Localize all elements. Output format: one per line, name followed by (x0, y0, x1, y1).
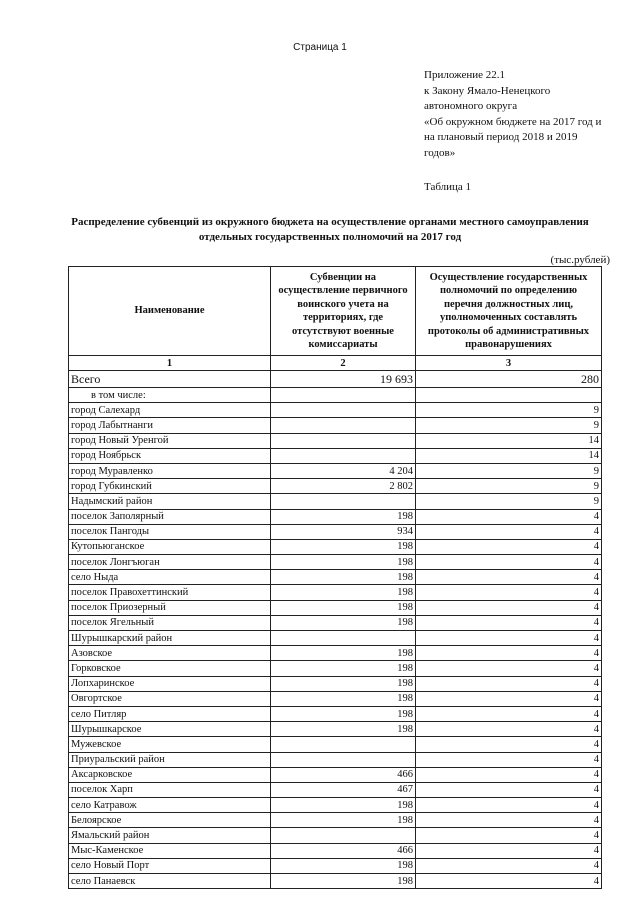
table-row (69, 843, 602, 858)
empty-cell (271, 388, 416, 403)
table-row (69, 813, 602, 828)
military-registration-value: 198 (271, 570, 416, 585)
row-name: Мужевское (69, 737, 271, 752)
military-registration-value: 4 204 (271, 463, 416, 478)
row-name: поселок Приозерный (69, 600, 271, 615)
row-name: село Панаевск (69, 874, 271, 889)
administrative-protocols-value: 4 (416, 555, 602, 570)
administrative-protocols-value: 4 (416, 676, 602, 691)
military-registration-value: 198 (271, 661, 416, 676)
row-name: село Ныда (69, 570, 271, 585)
administrative-protocols-value: 14 (416, 433, 602, 448)
administrative-protocols-value: 4 (416, 767, 602, 782)
military-registration-value: 198 (271, 874, 416, 889)
administrative-protocols-value: 4 (416, 737, 602, 752)
unit-label: (тыс.рублей) (550, 254, 610, 266)
table-row (69, 418, 602, 433)
administrative-protocols-value: 9 (416, 403, 602, 418)
administrative-protocols-value: 4 (416, 722, 602, 737)
table-row (69, 858, 602, 873)
military-registration-value (271, 828, 416, 843)
table-row (69, 524, 602, 539)
administrative-protocols-value: 4 (416, 828, 602, 843)
table-row (69, 874, 602, 889)
administrative-protocols-value: 4 (416, 524, 602, 539)
row-name: Горковское (69, 661, 271, 676)
administrative-protocols-value: 14 (416, 448, 602, 463)
row-name: город Губкинский (69, 479, 271, 494)
administrative-protocols-value: 4 (416, 600, 602, 615)
column-number: 1 (69, 356, 271, 371)
table-row (69, 737, 602, 752)
administrative-protocols-value: 4 (416, 646, 602, 661)
military-registration-value: 198 (271, 509, 416, 524)
row-name: Овгортское (69, 691, 271, 706)
table-row (69, 676, 602, 691)
subheading-row (69, 388, 602, 403)
military-registration-value: 466 (271, 843, 416, 858)
table-row (69, 509, 602, 524)
row-name: Надымский район (69, 494, 271, 509)
military-registration-value: 467 (271, 782, 416, 797)
military-registration-value (271, 433, 416, 448)
military-registration-value (271, 752, 416, 767)
header-administrative-protocols: Осуществление государственных полномочий по определению перечня должностных лиц, уполномоченных составлять протоколы об административных правонарушениях (416, 267, 602, 356)
document-title (60, 215, 600, 245)
appendix-line: автономного округа (424, 100, 518, 112)
row-name: Азовское (69, 646, 271, 661)
military-registration-value (271, 631, 416, 646)
administrative-protocols-value: 4 (416, 615, 602, 630)
row-name: село Питляр (69, 706, 271, 721)
military-registration-value (271, 403, 416, 418)
table-row (69, 494, 602, 509)
title-line-2: отдельных государственных полномочий на 2017 год (198, 231, 462, 243)
appendix-line: на плановый период 2018 и 2019 (424, 131, 578, 143)
administrative-protocols-value: 4 (416, 570, 602, 585)
row-name: Лопхаринское (69, 676, 271, 691)
total-label: Всего (69, 371, 271, 388)
administrative-protocols-value: 4 (416, 874, 602, 889)
table-row (69, 782, 602, 797)
military-registration-value (271, 418, 416, 433)
table-row (69, 555, 602, 570)
military-registration-value: 198 (271, 676, 416, 691)
table-row (69, 661, 602, 676)
page-header: Страница 1 (293, 42, 347, 53)
row-name: поселок Правохеттинский (69, 585, 271, 600)
military-registration-value: 198 (271, 691, 416, 706)
row-name: Шурышкарское (69, 722, 271, 737)
military-registration-value (271, 448, 416, 463)
table-row (69, 570, 602, 585)
administrative-protocols-value: 9 (416, 479, 602, 494)
administrative-protocols-value: 4 (416, 661, 602, 676)
table-label: Таблица 1 (424, 181, 472, 193)
row-name: Ямальский район (69, 828, 271, 843)
military-registration-value (271, 494, 416, 509)
row-name: поселок Харп (69, 782, 271, 797)
military-registration-value: 198 (271, 555, 416, 570)
administrative-protocols-value: 4 (416, 798, 602, 813)
military-registration-value: 198 (271, 858, 416, 873)
military-registration-value: 934 (271, 524, 416, 539)
row-name: город Муравленко (69, 463, 271, 478)
table-row (69, 463, 602, 478)
administrative-protocols-value: 9 (416, 418, 602, 433)
appendix-line: годов» (424, 146, 456, 159)
total-military-registration: 19 693 (271, 371, 416, 388)
row-name: Мыс-Каменское (69, 843, 271, 858)
row-name: поселок Заполярный (69, 509, 271, 524)
table-row (69, 479, 602, 494)
table-row (69, 646, 602, 661)
military-registration-value: 198 (271, 813, 416, 828)
military-registration-value: 2 802 (271, 479, 416, 494)
column-number: 2 (271, 356, 416, 371)
column-number: 3 (416, 356, 602, 371)
row-name: поселок Пангоды (69, 524, 271, 539)
row-name: город Лабытнанги (69, 418, 271, 433)
military-registration-value (271, 737, 416, 752)
administrative-protocols-value: 4 (416, 631, 602, 646)
table-row (69, 722, 602, 737)
header-name: Наименование (69, 267, 271, 356)
subheading-label: в том числе: (69, 388, 271, 403)
total-row (69, 371, 602, 388)
appendix-line: Приложение 22.1 (424, 69, 506, 81)
row-name: село Катравож (69, 798, 271, 813)
empty-cell (416, 388, 602, 403)
appendix-line: к Закону Ямало-Ненецкого (424, 84, 551, 97)
row-name: Белоярское (69, 813, 271, 828)
row-name: город Ноябрьск (69, 448, 271, 463)
title-line-1: Распределение субвенций из окружного бюджета на осуществление органами местного самоуправления (71, 216, 589, 228)
table-row (69, 706, 602, 721)
administrative-protocols-value: 4 (416, 782, 602, 797)
military-registration-value: 466 (271, 767, 416, 782)
administrative-protocols-value: 9 (416, 463, 602, 478)
administrative-protocols-value: 4 (416, 813, 602, 828)
administrative-protocols-value: 9 (416, 494, 602, 509)
row-name: Шурышкарский район (69, 631, 271, 646)
row-name: Приуральский район (69, 752, 271, 767)
administrative-protocols-value: 4 (416, 752, 602, 767)
military-registration-value: 198 (271, 600, 416, 615)
table-row (69, 631, 602, 646)
table-row (69, 691, 602, 706)
administrative-protocols-value: 4 (416, 691, 602, 706)
total-administrative-protocols: 280 (416, 371, 602, 388)
military-registration-value: 198 (271, 706, 416, 721)
row-name: город Салехард (69, 403, 271, 418)
table-row (69, 752, 602, 767)
table-row (69, 403, 602, 418)
row-name: поселок Лонгъюган (69, 555, 271, 570)
appendix-block (424, 68, 624, 161)
header-military-registration: Субвенции на осуществление первичного воинского учета на территориях, где отсутствуют военные комиссариаты (271, 267, 416, 356)
military-registration-value: 198 (271, 615, 416, 630)
row-name: Кутопьюганское (69, 539, 271, 554)
administrative-protocols-value: 4 (416, 858, 602, 873)
header-row (69, 267, 602, 356)
table-row (69, 433, 602, 448)
administrative-protocols-value: 4 (416, 585, 602, 600)
row-name: город Новый Уренгой (69, 433, 271, 448)
administrative-protocols-value: 4 (416, 539, 602, 554)
military-registration-value: 198 (271, 798, 416, 813)
row-name: поселок Ягельный (69, 615, 271, 630)
administrative-protocols-value: 4 (416, 509, 602, 524)
table-row (69, 585, 602, 600)
row-name: Аксарковское (69, 767, 271, 782)
subsidy-table (68, 266, 602, 889)
table-row (69, 767, 602, 782)
table-row (69, 600, 602, 615)
military-registration-value: 198 (271, 646, 416, 661)
military-registration-value: 198 (271, 539, 416, 554)
administrative-protocols-value: 4 (416, 706, 602, 721)
table-row (69, 828, 602, 843)
table-row (69, 539, 602, 554)
row-name: село Новый Порт (69, 858, 271, 873)
military-registration-value: 198 (271, 585, 416, 600)
appendix-line: «Об окружном бюджете на 2017 год и (424, 115, 602, 128)
table-row (69, 615, 602, 630)
table-row (69, 448, 602, 463)
table-row (69, 798, 602, 813)
administrative-protocols-value: 4 (416, 843, 602, 858)
military-registration-value: 198 (271, 722, 416, 737)
column-number-row (69, 356, 602, 371)
